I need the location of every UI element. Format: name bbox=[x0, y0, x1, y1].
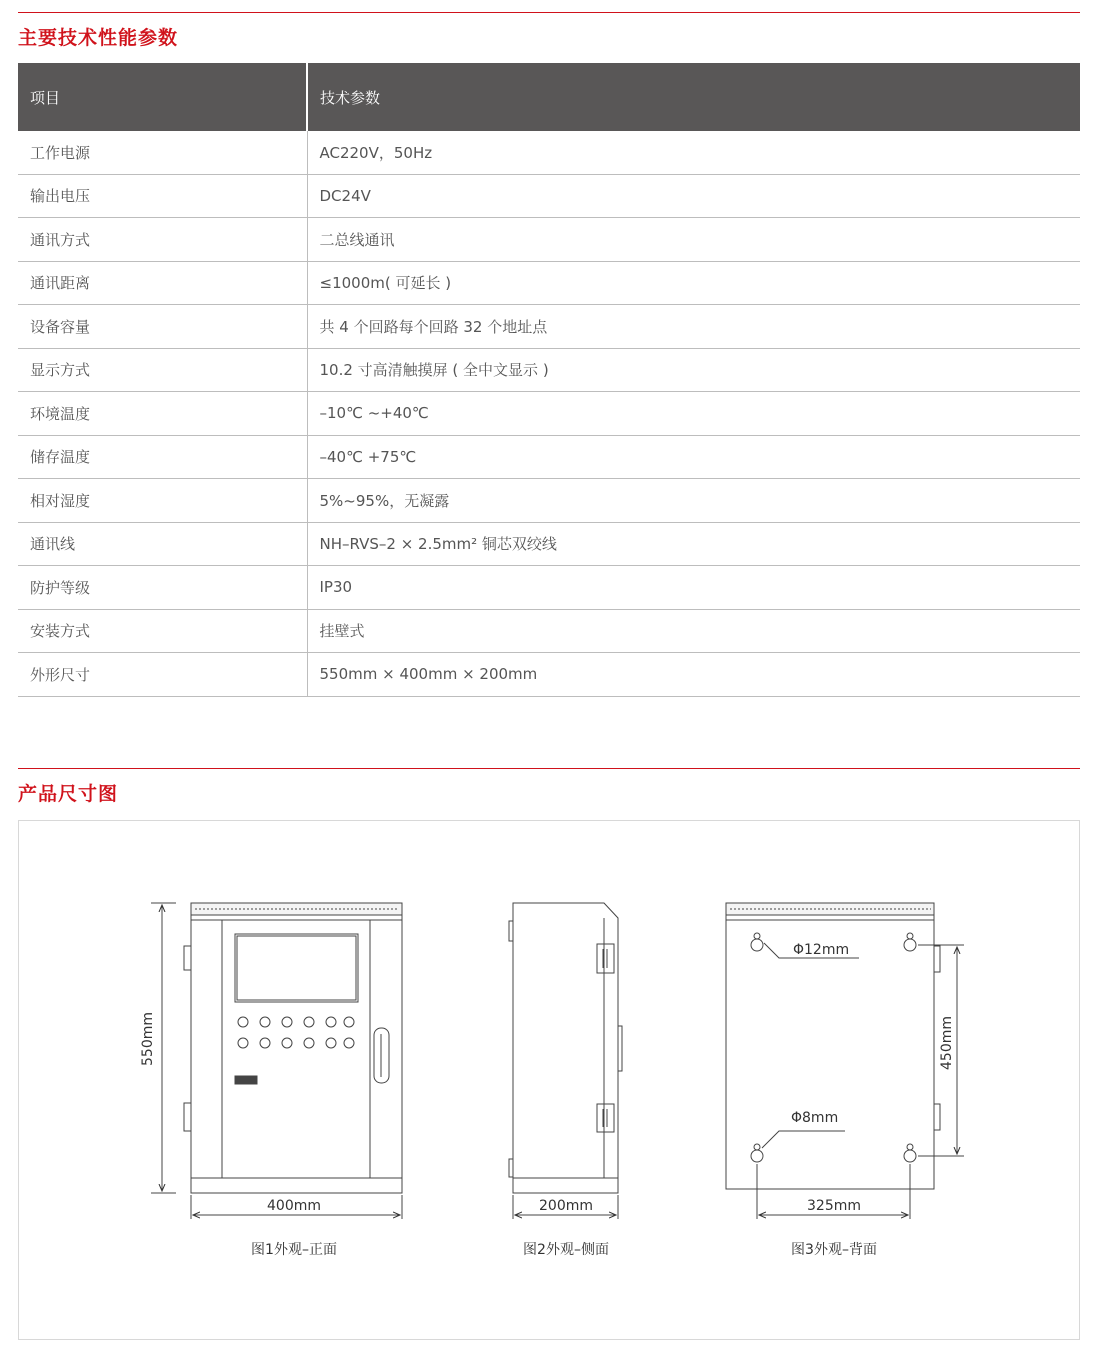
row-item: 安装方式 bbox=[18, 609, 307, 653]
row-item: 工作电源 bbox=[18, 131, 307, 174]
row-value: 共 4 个回路每个回路 32 个地址点 bbox=[307, 305, 1080, 349]
table-row bbox=[18, 566, 1080, 610]
row-value: 挂壁式 bbox=[307, 609, 1080, 653]
section-divider bbox=[18, 768, 1080, 769]
top-divider bbox=[18, 12, 1080, 13]
hole-small-label: Φ8mm bbox=[791, 1110, 839, 1126]
row-item: 通讯线 bbox=[18, 522, 307, 566]
table-row bbox=[18, 392, 1080, 436]
hole-large-label: Φ12mm bbox=[793, 942, 850, 958]
front-logo-icon bbox=[235, 1076, 257, 1084]
front-height-label: 550mm bbox=[140, 1012, 156, 1066]
dimension-section-title: 产品尺寸图 bbox=[18, 783, 119, 805]
table-row bbox=[18, 305, 1080, 349]
mount-hole-icon bbox=[904, 933, 916, 951]
front-screen bbox=[235, 934, 358, 1002]
side-caption: 图2外观–侧面 bbox=[523, 1242, 609, 1258]
dimension-diagram-panel bbox=[18, 820, 1080, 1340]
dimension-drawings bbox=[19, 821, 1079, 1339]
mount-hole-icon bbox=[904, 1144, 916, 1162]
table-row bbox=[18, 348, 1080, 392]
table-row bbox=[18, 479, 1080, 523]
row-item: 相对湿度 bbox=[18, 479, 307, 523]
table-row bbox=[18, 218, 1080, 262]
back-caption: 图3外观–背面 bbox=[791, 1242, 877, 1258]
front-width-label: 400mm bbox=[267, 1198, 321, 1214]
row-item: 设备容量 bbox=[18, 305, 307, 349]
row-value: IP30 bbox=[307, 566, 1080, 610]
table-row bbox=[18, 653, 1080, 697]
row-value: 10.2 寸高清触摸屏 ( 全中文显示 ) bbox=[307, 348, 1080, 392]
side-hinge-bottom bbox=[597, 1104, 614, 1132]
row-item: 储存温度 bbox=[18, 435, 307, 479]
side-cabinet-body bbox=[513, 903, 618, 1193]
header-item: 项目 bbox=[18, 63, 307, 131]
row-item: 环境温度 bbox=[18, 392, 307, 436]
row-value: AC220V，50Hz bbox=[307, 131, 1080, 174]
row-item: 显示方式 bbox=[18, 348, 307, 392]
hinge-bottom bbox=[184, 1103, 191, 1131]
table-row bbox=[18, 609, 1080, 653]
row-item: 通讯距离 bbox=[18, 261, 307, 305]
table-row bbox=[18, 522, 1080, 566]
front-buttons bbox=[238, 1017, 354, 1048]
back-horizontal-label: 325mm bbox=[807, 1198, 861, 1214]
row-value: 二总线通讯 bbox=[307, 218, 1080, 262]
row-item: 输出电压 bbox=[18, 174, 307, 218]
front-caption: 图1外观–正面 bbox=[251, 1242, 337, 1258]
row-item: 防护等级 bbox=[18, 566, 307, 610]
row-item: 外形尺寸 bbox=[18, 653, 307, 697]
row-value: –40℃ +75℃ bbox=[307, 435, 1080, 479]
row-value: 550mm × 400mm × 200mm bbox=[307, 653, 1080, 697]
hinge-top bbox=[184, 946, 191, 970]
row-value: –10℃ ~+40℃ bbox=[307, 392, 1080, 436]
front-view-drawing bbox=[184, 903, 402, 1193]
side-view-drawing bbox=[509, 903, 622, 1193]
spec-section-title: 主要技术性能参数 bbox=[18, 27, 179, 49]
row-value: DC24V bbox=[307, 174, 1080, 218]
table-row bbox=[18, 261, 1080, 305]
table-row bbox=[18, 174, 1080, 218]
row-value: 5%~95%，无凝露 bbox=[307, 479, 1080, 523]
mount-hole-icon bbox=[751, 1144, 763, 1162]
back-vertical-label: 450mm bbox=[939, 1016, 955, 1070]
row-value: NH–RVS–2 × 2.5mm² 铜芯双绞线 bbox=[307, 522, 1080, 566]
header-value: 技术参数 bbox=[307, 63, 1080, 131]
side-hinge-top bbox=[597, 944, 614, 973]
side-depth-label: 200mm bbox=[539, 1198, 593, 1214]
table-row bbox=[18, 131, 1080, 174]
spec-table bbox=[18, 63, 1080, 697]
front-lock-handle bbox=[374, 1028, 389, 1083]
table-row bbox=[18, 435, 1080, 479]
spec-table-header bbox=[18, 63, 1080, 131]
row-item: 通讯方式 bbox=[18, 218, 307, 262]
mount-hole-icon bbox=[751, 933, 763, 951]
row-value: ≤1000m( 可延长 ) bbox=[307, 261, 1080, 305]
